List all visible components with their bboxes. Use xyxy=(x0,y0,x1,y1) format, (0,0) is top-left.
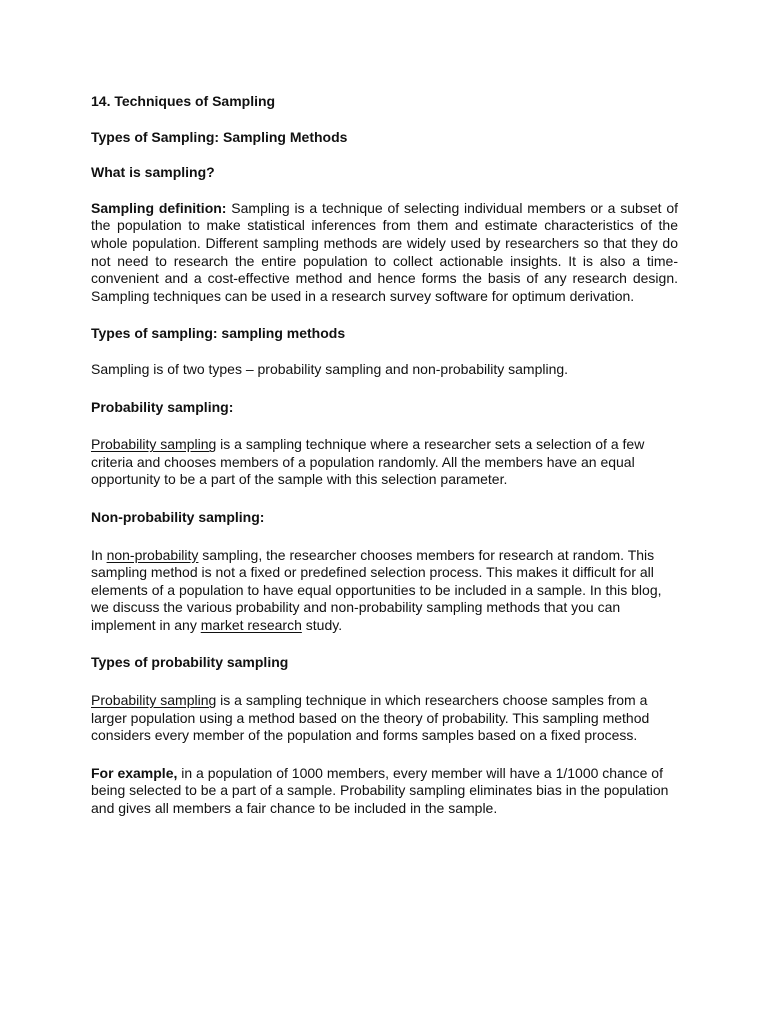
probability-sampling-link[interactable]: Probability sampling xyxy=(91,436,217,453)
example-text: in a population of 1000 members, every member will have a 1/1000 chance of being selected to be a part of a sample. Probability sampling eliminates bias in the population and gives all members a fair chance to be included in the sample. xyxy=(91,764,669,817)
non-probability-suffix: study. xyxy=(301,616,343,633)
probability-sampling-link-2[interactable]: Probability sampling xyxy=(91,692,217,709)
document-subtitle: Types of Sampling: Sampling Methods xyxy=(91,128,348,145)
non-probability-link[interactable]: non-probability xyxy=(106,546,199,563)
methods-paragraph: Sampling is of two types – probability sampling and non-probability sampling. xyxy=(91,360,569,377)
types-of-probability-text: is a sampling technique in which researchers choose samples from a larger population using a method based on the theory of probability. This sampling method considers every member of the population and forms samples based on a fixed process. xyxy=(91,692,650,744)
definition-label: Sampling definition: xyxy=(91,199,227,216)
non-probability-text: sampling, the researcher chooses members for research at random. This sampling method is not a fixed or predefined selection process. This makes it difficult for all elements of a population to have equal opportunities to be included in a sample. In this blog, we discuss the various probability and non-probability sampling methods that you can implement in any xyxy=(91,546,662,633)
types-of-probability-paragraph xyxy=(91,692,678,745)
types-of-probability-heading: Types of probability sampling xyxy=(91,654,289,671)
market-research-link[interactable]: market research xyxy=(200,616,302,633)
probability-heading: Probability sampling: xyxy=(91,398,234,415)
document-title: 14. Techniques of Sampling xyxy=(91,93,276,109)
definition-text: Sampling is a technique of selecting individual members or a subset of the population to make statistical inferences from them and estimate characteristics of the whole population. Different sampling methods are widely used by researchers so that they do not need to research the entire population to collect actionable insights. It is also a time-convenient and a cost-effective method and hence forms the basis of any research design. Sampling techniques can be used in a research survey software for optimum derivation. xyxy=(91,199,678,304)
example-label: For example, xyxy=(91,764,178,781)
definition-paragraph xyxy=(91,200,678,306)
example-paragraph xyxy=(91,765,678,818)
non-probability-prefix: In xyxy=(91,546,107,563)
methods-heading: Types of sampling: sampling methods xyxy=(91,325,346,342)
non-probability-heading: Non-probability sampling: xyxy=(91,508,265,525)
probability-paragraph xyxy=(91,436,678,489)
probability-text: is a sampling technique where a researcher sets a selection of a few criteria and chooses members of a population randomly. All the members have an equal opportunity to be a part of the sample with this selection parameter. xyxy=(91,436,645,488)
non-probability-paragraph xyxy=(91,547,678,635)
what-is-sampling-heading: What is sampling? xyxy=(91,164,215,181)
document-page xyxy=(91,93,678,818)
